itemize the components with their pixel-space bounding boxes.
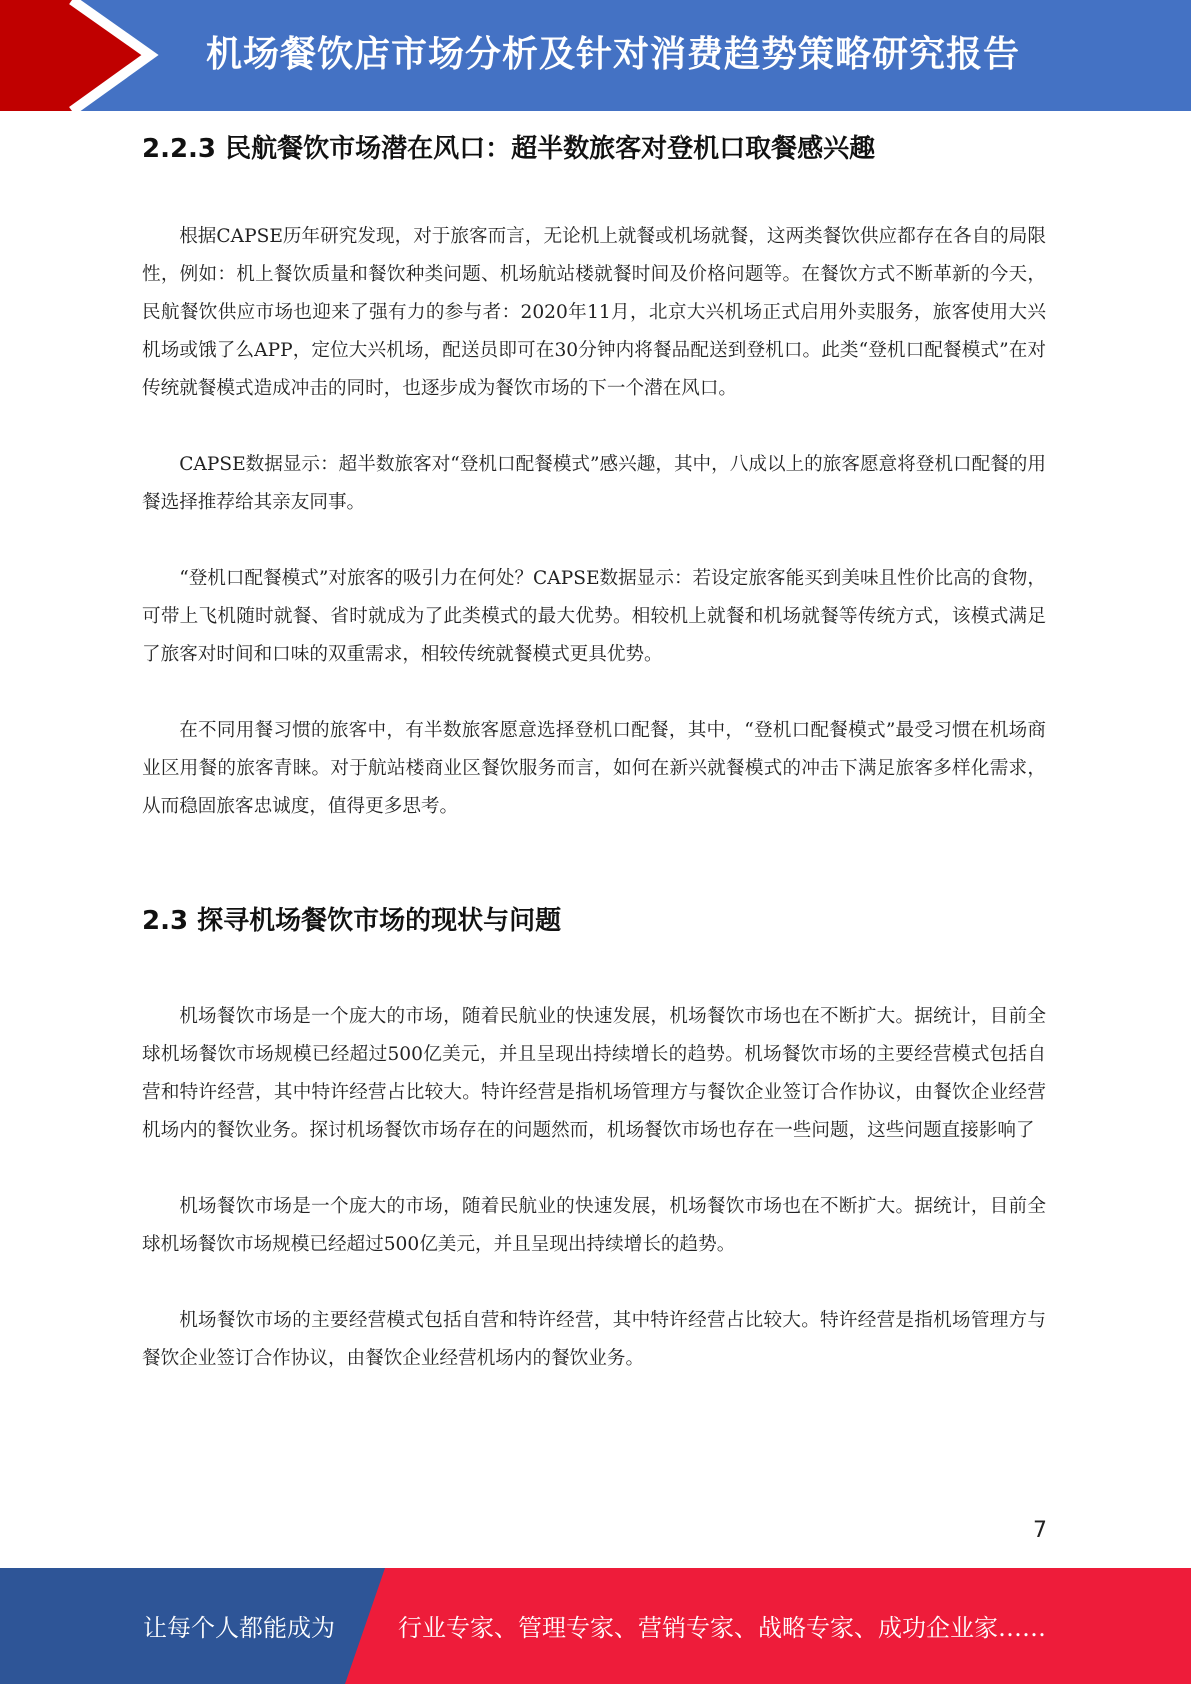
paragraph: 机场餐饮市场是一个庞大的市场，随着民航业的快速发展，机场餐饮市场也在不断扩大。据统计，目前全球机场餐饮市场规模已经超过500亿美元，并且呈现出持续增长的趋势。机场餐饮市场的主要经营模式包括自营和特许经营，其中特许经营占比较大。特许经营是指机场管理方与餐饮企业签订合作协议，由餐饮企业经营机场内的餐饮业务。探讨机场餐饮市场存在的问题然而，机场餐饮市场也存在一些问题，这些问题直接影响了	[142, 1006, 1046, 1141]
page-content	[142, 130, 1046, 1378]
paragraph: CAPSE数据显示：超半数旅客对“登机口配餐模式”感兴趣，其中，八成以上的旅客愿意将登机口配餐的用餐选择推荐给其亲友同事。	[142, 454, 1046, 513]
page-header	[0, 0, 1191, 111]
paragraph: 在不同用餐习惯的旅客中，有半数旅客愿意选择登机口配餐，其中，“登机口配餐模式”最受习惯在机场商业区用餐的旅客青睐。对于航站楼商业区餐饮服务而言，如何在新兴就餐模式的冲击下满足旅客多样化需求，从而稳固旅客忠诚度，值得更多思考。	[142, 720, 1046, 817]
paragraph: “登机口配餐模式”对旅客的吸引力在何处？CAPSE数据显示：若设定旅客能买到美味且性价比高的食物，可带上飞机随时就餐、省时就成为了此类模式的最大优势。相较机上就餐和机场就餐等传统方式，该模式满足了旅客对时间和口味的双重需求，相较传统就餐模式更具优势。	[142, 568, 1046, 665]
paragraph: 机场餐饮市场的主要经营模式包括自营和特许经营，其中特许经营占比较大。特许经营是指机场管理方与餐饮企业签订合作协议，由餐饮企业经营机场内的餐饮业务。	[142, 1310, 1046, 1369]
paragraph: 根据CAPSE历年研究发现，对于旅客而言，无论机上就餐或机场就餐，这两类餐饮供应都存在各自的局限性，例如：机上餐饮质量和餐饮种类问题、机场航站楼就餐时间及价格问题等。在餐饮方式不断革新的今天，民航餐饮供应市场也迎来了强有力的参与者：2020年11月，北京大兴机场正式启用外卖服务，旅客使用大兴机场或饿了么APP，定位大兴机场，配送员即可在30分钟内将餐品配送到登机口。此类“登机口配餐模式”在对传统就餐模式造成冲击的同时，也逐步成为餐饮市场的下一个潜在风口。	[142, 226, 1046, 399]
red-arrow-decoration	[0, 0, 160, 111]
paragraph: 机场餐饮市场是一个庞大的市场，随着民航业的快速发展，机场餐饮市场也在不断扩大。据统计，目前全球机场餐饮市场规模已经超过500亿美元，并且呈现出持续增长的趋势。	[142, 1196, 1046, 1255]
page-number: 7	[1033, 1518, 1047, 1543]
footer-slogan-right: 行业专家、管理专家、营销专家、战略专家、成功企业家……	[398, 1614, 1046, 1642]
footer-slogan-left: 让每个人都能成为	[143, 1614, 335, 1642]
page-footer	[0, 1568, 1191, 1684]
section-heading-2-2-3: 2.2.3 民航餐饮市场潜在风口：超半数旅客对登机口取餐感兴趣	[142, 134, 876, 164]
section-heading-2-3: 2.3 探寻机场餐饮市场的现状与问题	[142, 906, 562, 936]
report-title: 机场餐饮店市场分析及针对消费趋势策略研究报告	[206, 34, 1021, 75]
